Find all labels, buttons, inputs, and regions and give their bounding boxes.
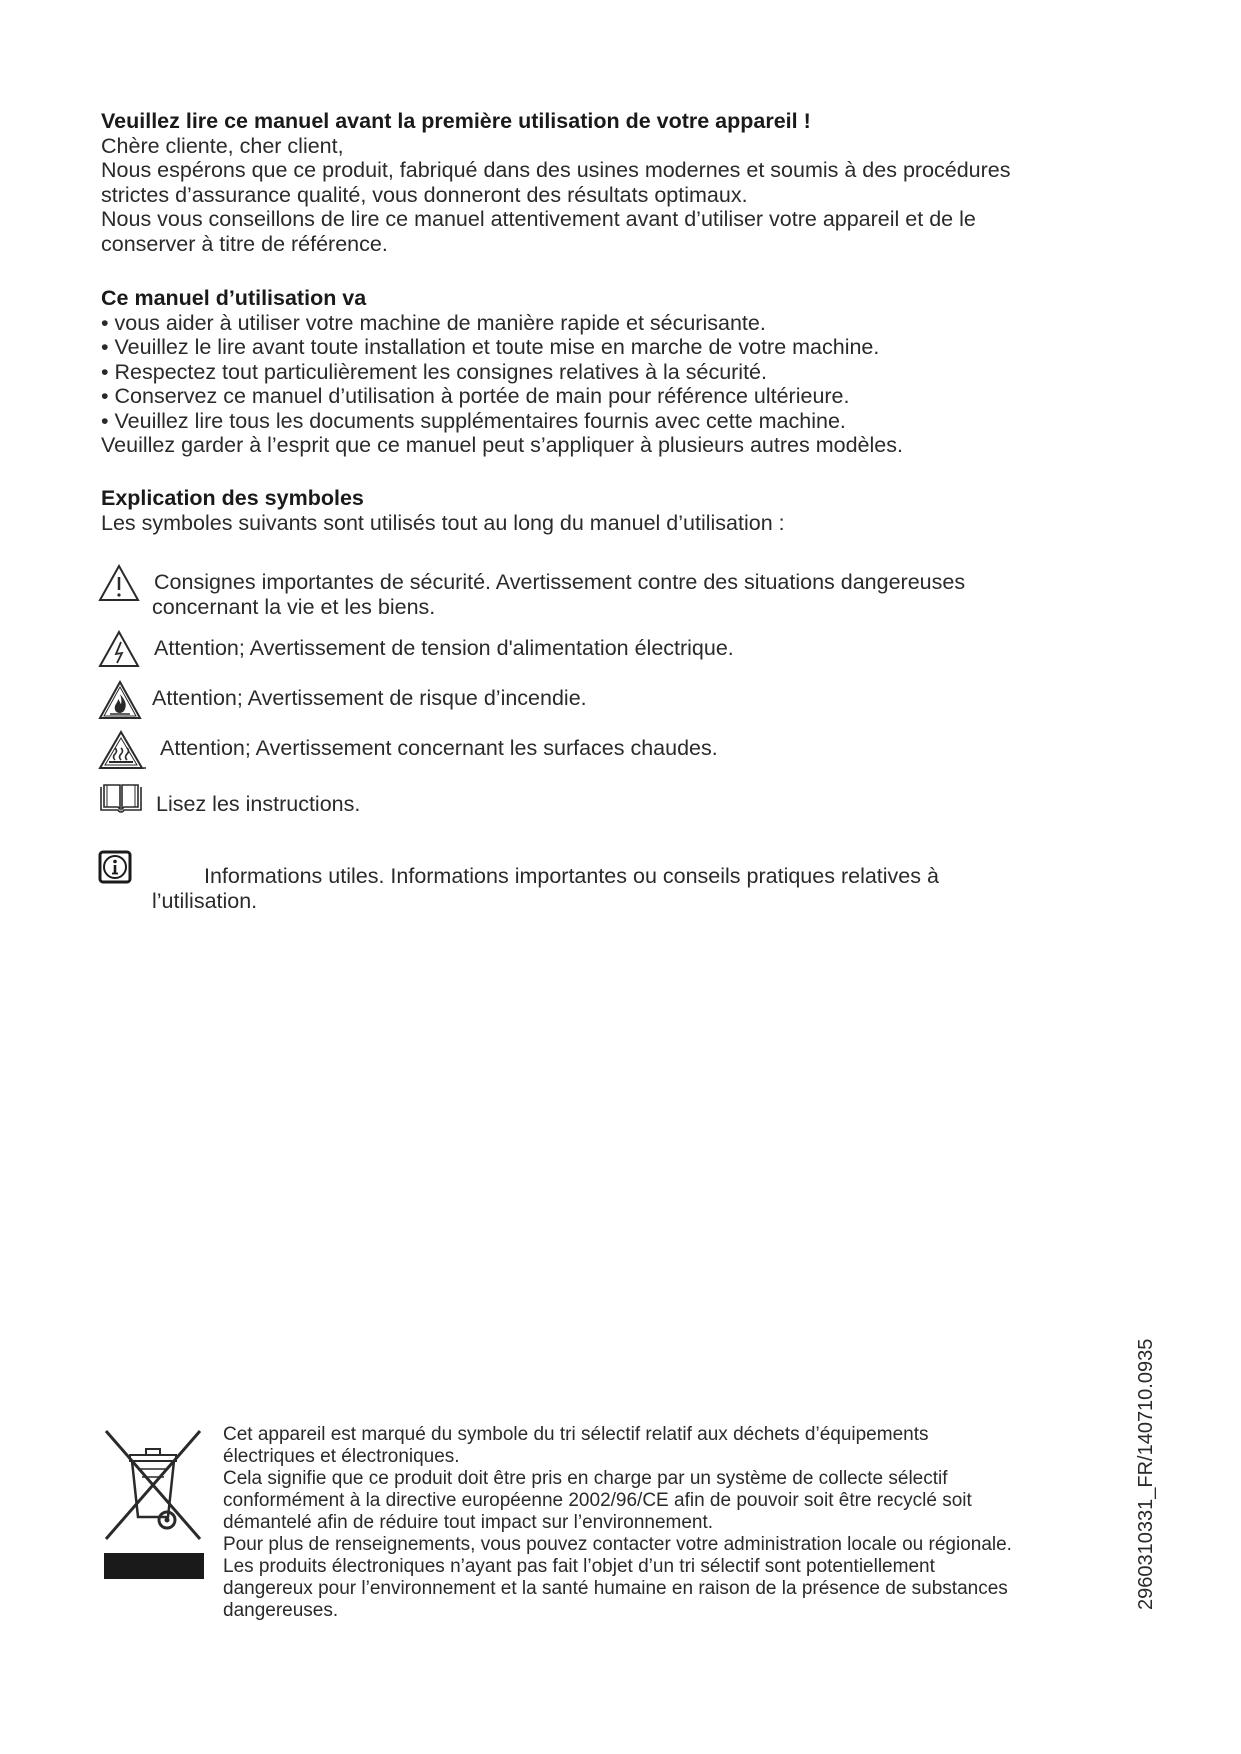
book-icon	[98, 782, 144, 816]
manual-note: Veuillez garder à l’esprit que ce manuel peut s’appliquer à plusieurs autres modèles.	[101, 433, 903, 457]
symbol-text: Attention; Avertissement concernant les surfaces chaudes.	[160, 736, 718, 760]
symbol-text: Informations utiles. Informations importantes ou conseils pratiques relatives à	[204, 864, 939, 888]
symbol-text: l’utilisation.	[152, 889, 258, 913]
intro-section	[101, 109, 1141, 256]
intro-line: strictes d’assurance qualité, vous donneront des résultats optimaux.	[101, 182, 748, 207]
info-icon	[98, 850, 132, 884]
manual-bullet: • Veuillez lire tous les documents supplémentaires fournis avec cette machine.	[101, 408, 846, 433]
weee-line: démantelé afin de réduire tout impact sur l’environnement.	[223, 1512, 714, 1533]
manual-bullet: • Respectez tout particulièrement les consignes relatives à la sécurité.	[101, 359, 767, 384]
weee-line: Cela signifie que ce produit doit être pris en charge par un système de collecte sélectif	[223, 1468, 948, 1489]
manual-heading: Ce manuel d’utilisation va	[101, 286, 367, 310]
symbols-heading: Explication des symboles	[101, 486, 364, 510]
manual-section	[101, 286, 1141, 458]
weee-line: Cet appareil est marqué du symbole du tri sélectif relatif aux déchets d’équipements	[223, 1424, 929, 1445]
intro-line: conserver à titre de référence.	[101, 231, 388, 256]
symbol-text: Consignes importantes de sécurité. Avertissement contre des situations dangereuses	[154, 570, 966, 594]
fire-warning-icon	[98, 680, 142, 720]
manual-bullet: • vous aider à utiliser votre machine de manière rapide et sécurisante.	[101, 310, 766, 335]
symbol-text: Attention; Avertissement de risque d’incendie.	[152, 686, 587, 710]
weee-line: Les produits électroniques n’ayant pas fait l’objet d’un tri sélectif sont potentiellement	[223, 1556, 935, 1577]
symbol-text: Lisez les instructions.	[156, 792, 361, 816]
symbols-intro: Les symboles suivants sont utilisés tout au long du manuel d’utilisation :	[101, 510, 785, 535]
crossed-bin-icon	[104, 1427, 204, 1547]
intro-line: Nous espérons que ce produit, fabriqué dans des usines modernes et soumis à des procédures	[101, 158, 1011, 182]
intro-line: Chère cliente, cher client,	[101, 133, 344, 158]
weee-line: dangereux pour l’environnement et la santé humaine en raison de la présence de substances	[223, 1578, 1008, 1599]
intro-line: Nous vous conseillons de lire ce manuel attentivement avant d’utiliser votre appareil et de le	[101, 207, 976, 231]
weee-black-bar	[104, 1553, 204, 1579]
symbol-text: Attention; Avertissement de tension d'alimentation électrique.	[154, 636, 734, 660]
manual-bullet: • Veuillez le lire avant toute installation et toute mise en marche de votre machine.	[101, 335, 880, 359]
weee-line: conformément à la directive européenne 2002/96/CE afin de pouvoir soit être recyclé soit	[223, 1490, 972, 1511]
intro-heading: Veuillez lire ce manuel avant la première utilisation de votre appareil !	[101, 109, 811, 133]
symbols-section	[101, 486, 1141, 535]
symbol-text: concernant la vie et les biens.	[152, 595, 436, 619]
warning-triangle-icon	[98, 564, 140, 602]
weee-line: dangereuses.	[223, 1600, 339, 1621]
weee-line: Pour plus de renseignements, vous pouvez contacter votre administration locale ou régionale.	[223, 1534, 1012, 1555]
weee-line: électriques et électroniques.	[223, 1446, 460, 1467]
hot-surface-warning-icon	[98, 730, 148, 770]
manual-bullet: • Conservez ce manuel d’utilisation à portée de main pour référence ultérieure.	[101, 384, 850, 408]
electric-warning-icon	[98, 630, 140, 668]
document-id: 2960310331_FR/140710.0935	[1135, 1338, 1157, 1610]
weee-section	[223, 1424, 1123, 1622]
